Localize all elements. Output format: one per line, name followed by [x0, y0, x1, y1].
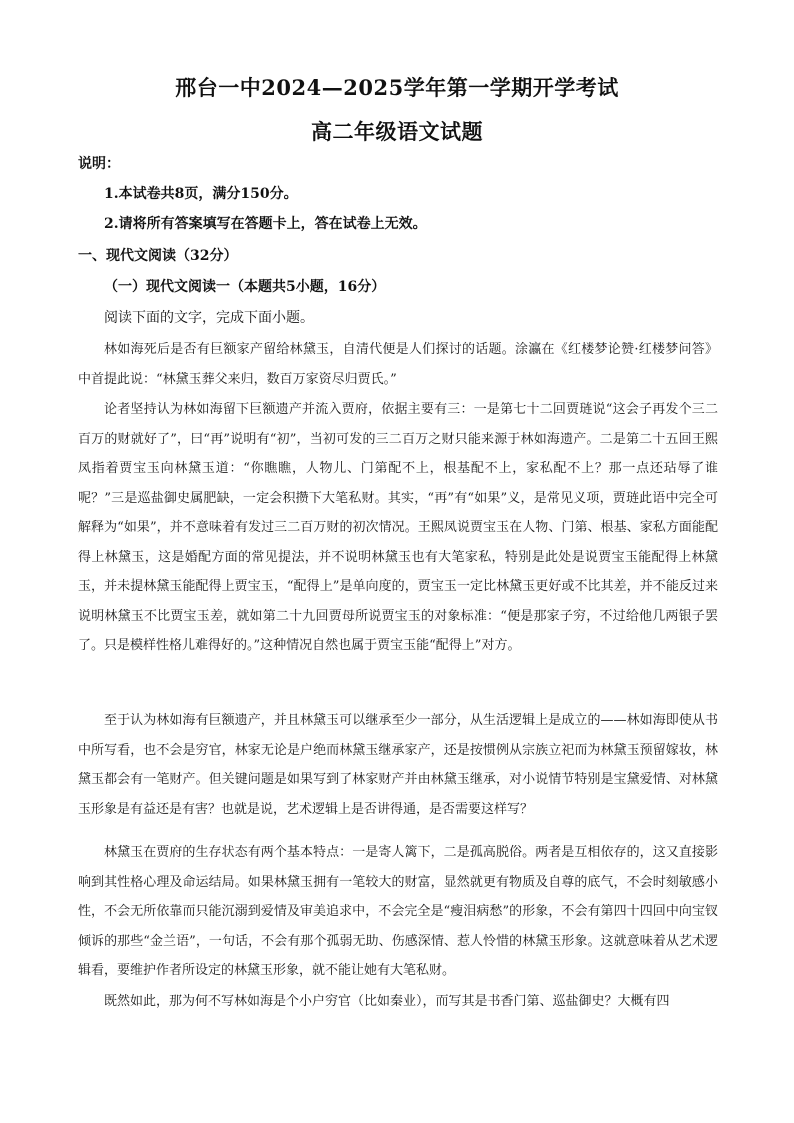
passage-paragraph-5: 既然如此，那为何不写林如海是个小户穷官（比如秦业），而写其是书香门第、巡盐御史？大概有四 [104, 994, 670, 1009]
reading-prompt: 阅读下面的文字，完成下面小题。 [104, 310, 314, 326]
passage-paragraph-3: 至于认为林如海有巨额遗产，并且林黛玉可以继承至少一部分，从生活逻辑上是成立的——林如海即使从书中所写看，也不会是穷官，林家无论是户绝而林黛玉继承家产，还是按惯例从宗族立祀而为林黛玉预留嫁妆，林黛玉都会有一笔财产。但关键问题是如果写到了林家财产并由林黛玉继承，对小说情节特别是宝黛爱情、对林黛玉形象是有益还是有害？也就是说，艺术逻辑上是否讲得通，是否需要这样写？ [78, 713, 718, 817]
instructions-label: 说明： [78, 156, 120, 172]
exam-subtitle: 高二年级语文试题 [311, 119, 483, 144]
section-heading: 一、现代文阅读（32分） [78, 248, 238, 264]
sub-section-heading: （一）现代文阅读一（本题共5小题，16分） [104, 279, 386, 295]
exam-title: 邢台一中2024—2025学年第一学期开学考试 [175, 75, 619, 100]
passage-paragraph-1: 林如海死后是否有巨额家产留给林黛玉，自清代便是人们探讨的话题。涂瀛在《红楼梦论赞·红楼梦问答》中首提此说：“林黛玉葬父来归，数百万家资尽归贾氏。” [78, 342, 718, 387]
instruction-item-2: 2.请将所有答案填写在答题卡上，答在试卷上无效。 [104, 216, 427, 232]
passage-paragraph-4: 林黛玉在贾府的生存状态有两个基本特点：一是寄人篱下，二是孤高脱俗。两者是互相依存的，这又直接影响到其性格心理及命运结局。如果林黛玉拥有一笔较大的财富，显然就更有物质及自尊的底气，不会时刻敏感小性，不会无所依靠而只能沉溺到爱情及审美追求中，不会完全是“瘦泪病愁”的形象，不会有第四十四回中向宝钗倾诉的那些“金兰语”，一句话，不会有那个孤弱无助、伤感深情、惹人怜惜的林黛玉形象。这就意味着从艺术逻辑看，要维护作者所设定的林黛玉形象，就不能让她有大笔私财。 [78, 845, 718, 978]
passage-paragraph-2: 论者坚持认为林如海留下巨额遗产并流入贾府，依据主要有三：一是第七十二回贾琏说“这会子再发个三二百万的财就好了”，曰“再”说明有“初”，当初可发的三二百万之财只能来源于林如海遗产。二是第二十五回王熙凤指着贾宝玉向林黛玉道：“你瞧瞧，人物儿、门第配不上，根基配不上，家私配不上？那一点还玷辱了谁呢？”三是巡盐御史属肥缺，一定会积攒下大笔私财。其实，“再”有“如果”义，是常见义项，贾琏此语中完全可解释为“如果”，并不意味着有发过三二百万财的初次情况。王熙凤说贾宝玉在人物、门第、根基、家私方面能配得上林黛玉，这是婚配方面的常见提法，并不说明林黛玉也有大笔家私，特别是此处是说贾宝玉能配得上林黛玉，并未提林黛玉能配得上贾宝玉，“配得上”是单向度的，贾宝玉一定比林黛玉更好或不比其差，并不能反过来说明林黛玉不比贾宝玉差，就如第二十九回贾母所说贾宝玉的对象标准：“便是那家子穷，不过给他几两银子罢了。只是模样性格儿难得好的。”这种情况自然也属于贾宝玉能“配得上”对方。 [78, 402, 718, 653]
instruction-item-1: 1.本试卷共8页，满分150分。 [104, 186, 298, 202]
